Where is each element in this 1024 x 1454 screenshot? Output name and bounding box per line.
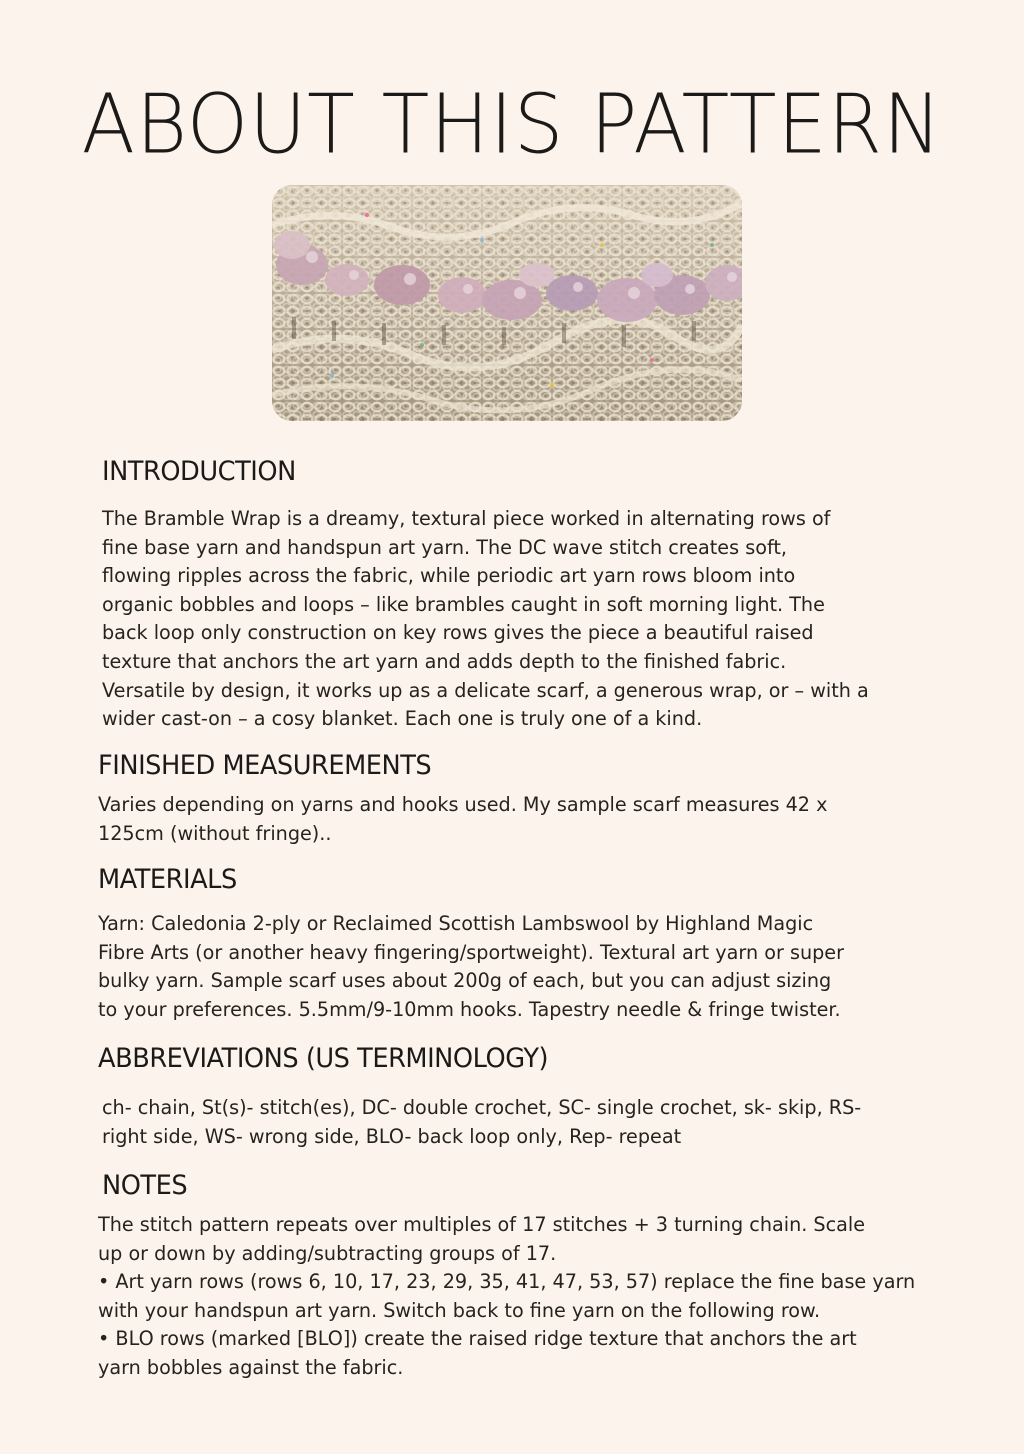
introduction-text — [102, 505, 869, 734]
text-line: Versatile by design, it works up as a delicate scarf, a generous wrap, or – with a — [102, 678, 869, 702]
text-line: flowing ripples across the fabric, while periodic art yarn rows bloom into — [102, 564, 796, 588]
text-line: fine base yarn and handspun art yarn. The DC wave stitch creates soft, — [102, 535, 787, 559]
text-line: back loop only construction on key rows gives the piece a beautiful raised — [102, 621, 814, 645]
crochet-texture-image — [272, 185, 742, 421]
text-line: 125cm (without fringe).. — [98, 821, 332, 845]
text-line: • Art yarn rows (rows 6, 10, 17, 23, 29, 35, 41, 47, 53, 57) replace the fine base yarn — [98, 1270, 916, 1294]
abbreviations-text — [102, 1094, 861, 1151]
crochet-wrap-photo — [272, 185, 742, 421]
text-line: Fibre Arts (or another heavy fingering/sportweight). Textural art yarn or super — [98, 940, 844, 964]
measurements-section — [98, 752, 827, 848]
text-line: up or down by adding/subtracting groups of 17. — [98, 1241, 557, 1265]
measurements-text — [98, 791, 827, 848]
notes-text — [98, 1211, 915, 1383]
text-line: bulky yarn. Sample scarf uses about 200g of each, but you can adjust sizing — [98, 969, 832, 993]
notes-heading: NOTES — [102, 1170, 188, 1201]
text-line: wider cast-on – a cosy blanket. Each one is truly one of a kind. — [102, 707, 703, 731]
text-line: Varies depending on yarns and hooks used. My sample scarf measures 42 x — [98, 793, 828, 816]
text-line: organic bobbles and loops – like brambles caught in soft morning light. The — [102, 592, 825, 616]
text-line: • BLO rows (marked [BLO]) create the raised ridge texture that anchors the art — [98, 1327, 857, 1351]
text-line: ch- chain, St(s)- stitch(es), DC- double crochet, SC- single crochet, sk- skip, RS- — [102, 1096, 862, 1119]
text-line: yarn bobbles against the fabric. — [98, 1355, 404, 1379]
text-line: The stitch pattern repeats over multiples of 17 stitches + 3 turning chain. Scale — [98, 1213, 866, 1236]
abbreviations-heading: ABBREVIATIONS (US TERMINOLOGY) — [98, 1043, 549, 1074]
materials-text — [98, 910, 844, 1024]
text-line: The Bramble Wrap is a dreamy, textural piece worked in alternating rows of — [102, 507, 831, 530]
page-title: ABOUT THIS PATTERN — [81, 77, 943, 173]
text-line: right side, WS- wrong side, BLO- back loop only, Rep- repeat — [102, 1124, 682, 1148]
materials-section — [98, 866, 844, 1024]
abbreviations-section — [98, 1045, 861, 1151]
text-line: texture that anchors the art yarn and adds depth to the finished fabric. — [102, 649, 787, 673]
measurements-heading: FINISHED MEASUREMENTS — [98, 750, 432, 781]
materials-heading: MATERIALS — [98, 864, 237, 895]
text-line: to your preferences. 5.5mm/9-10mm hooks. Tapestry needle & fringe twister. — [98, 997, 841, 1021]
introduction-section — [102, 458, 869, 734]
notes-section — [98, 1170, 916, 1383]
text-line: Yarn: Caledonia 2-ply or Reclaimed Scottish Lambswool by Highland Magic — [98, 912, 814, 935]
text-line: with your handspun art yarn. Switch back to fine yarn on the following row. — [98, 1298, 821, 1322]
introduction-heading: INTRODUCTION — [102, 456, 296, 487]
